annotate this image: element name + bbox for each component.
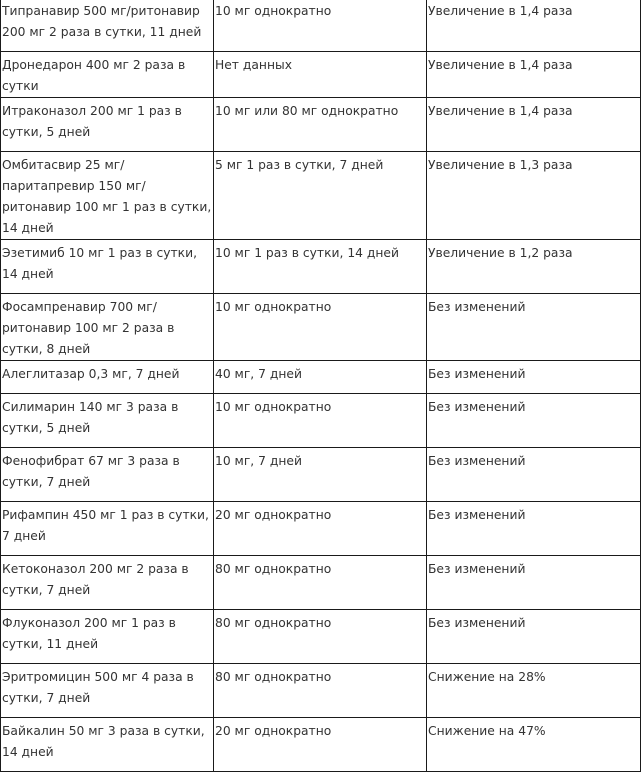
dose-cell: 10 мг, 7 дней: [214, 448, 427, 502]
dose-cell: 10 мг или 80 мг однократно: [214, 98, 427, 152]
effect-cell: Увеличение в 1,3 раза: [427, 152, 641, 240]
effect-cell: Без изменений: [427, 361, 641, 394]
effect-cell: Без изменений: [427, 294, 641, 361]
dose-cell: 80 мг однократно: [214, 610, 427, 664]
effect-cell: Без изменений: [427, 448, 641, 502]
drug-cell: Эзетимиб 10 мг 1 раз в сутки, 14 дней: [1, 240, 214, 294]
drug-cell: Байкалин 50 мг 3 раза в сутки, 14 дней: [1, 718, 214, 772]
effect-cell: Увеличение в 1,4 раза: [427, 52, 641, 98]
table-row: [1, 98, 641, 152]
table-row: [1, 152, 641, 240]
drug-cell: Эритромицин 500 мг 4 раза в сутки, 7 дней: [1, 664, 214, 718]
dose-cell: 10 мг 1 раз в сутки, 14 дней: [214, 240, 427, 294]
drug-cell: Типранавир 500 мг/ритонавир 200 мг 2 раза в сутки, 11 дней: [1, 0, 214, 52]
effect-cell: Снижение на 28%: [427, 664, 641, 718]
table-row: [1, 52, 641, 98]
dose-cell: Нет данных: [214, 52, 427, 98]
drug-cell: Дронедарон 400 мг 2 раза в сутки: [1, 52, 214, 98]
dose-cell: 80 мг однократно: [214, 556, 427, 610]
drug-cell: Омбитасвир 25 мг/паритапревир 150 мг/ритонавир 100 мг 1 раз в сутки, 14 дней: [1, 152, 214, 240]
drug-cell: Алеглитазар 0,3 мг, 7 дней: [1, 361, 214, 394]
drug-cell: Силимарин 140 мг 3 раза в сутки, 5 дней: [1, 394, 214, 448]
drug-cell: Флуконазол 200 мг 1 раз в сутки, 11 дней: [1, 610, 214, 664]
dose-cell: 10 мг однократно: [214, 394, 427, 448]
effect-cell: Увеличение в 1,2 раза: [427, 240, 641, 294]
dose-cell: 20 мг однократно: [214, 502, 427, 556]
effect-cell: Увеличение в 1,4 раза: [427, 0, 641, 52]
effect-cell: Снижение на 47%: [427, 718, 641, 772]
table-row: [1, 556, 641, 610]
table-row: [1, 610, 641, 664]
table-row: [1, 294, 641, 361]
table-row: [1, 361, 641, 394]
table-row: [1, 502, 641, 556]
drug-cell: Итраконазол 200 мг 1 раз в сутки, 5 дней: [1, 98, 214, 152]
dose-cell: 20 мг однократно: [214, 718, 427, 772]
effect-cell: Без изменений: [427, 556, 641, 610]
table-row: [1, 718, 641, 772]
effect-cell: Увеличение в 1,4 раза: [427, 98, 641, 152]
effect-cell: Без изменений: [427, 394, 641, 448]
dose-cell: 5 мг 1 раз в сутки, 7 дней: [214, 152, 427, 240]
drug-cell: Кетоконазол 200 мг 2 раза в сутки, 7 дней: [1, 556, 214, 610]
drug-cell: Фенофибрат 67 мг 3 раза в сутки, 7 дней: [1, 448, 214, 502]
effect-cell: Без изменений: [427, 610, 641, 664]
table-row: [1, 0, 641, 52]
drug-cell: Рифампин 450 мг 1 раз в сутки, 7 дней: [1, 502, 214, 556]
table-row: [1, 394, 641, 448]
dose-cell: 40 мг, 7 дней: [214, 361, 427, 394]
dose-cell: 10 мг однократно: [214, 0, 427, 52]
drug-cell: Фосампренавир 700 мг/ритонавир 100 мг 2 раза в сутки, 8 дней: [1, 294, 214, 361]
table-row: [1, 448, 641, 502]
effect-cell: Без изменений: [427, 502, 641, 556]
dose-cell: 10 мг однократно: [214, 294, 427, 361]
table-row: [1, 664, 641, 718]
table-row: [1, 240, 641, 294]
dose-cell: 80 мг однократно: [214, 664, 427, 718]
